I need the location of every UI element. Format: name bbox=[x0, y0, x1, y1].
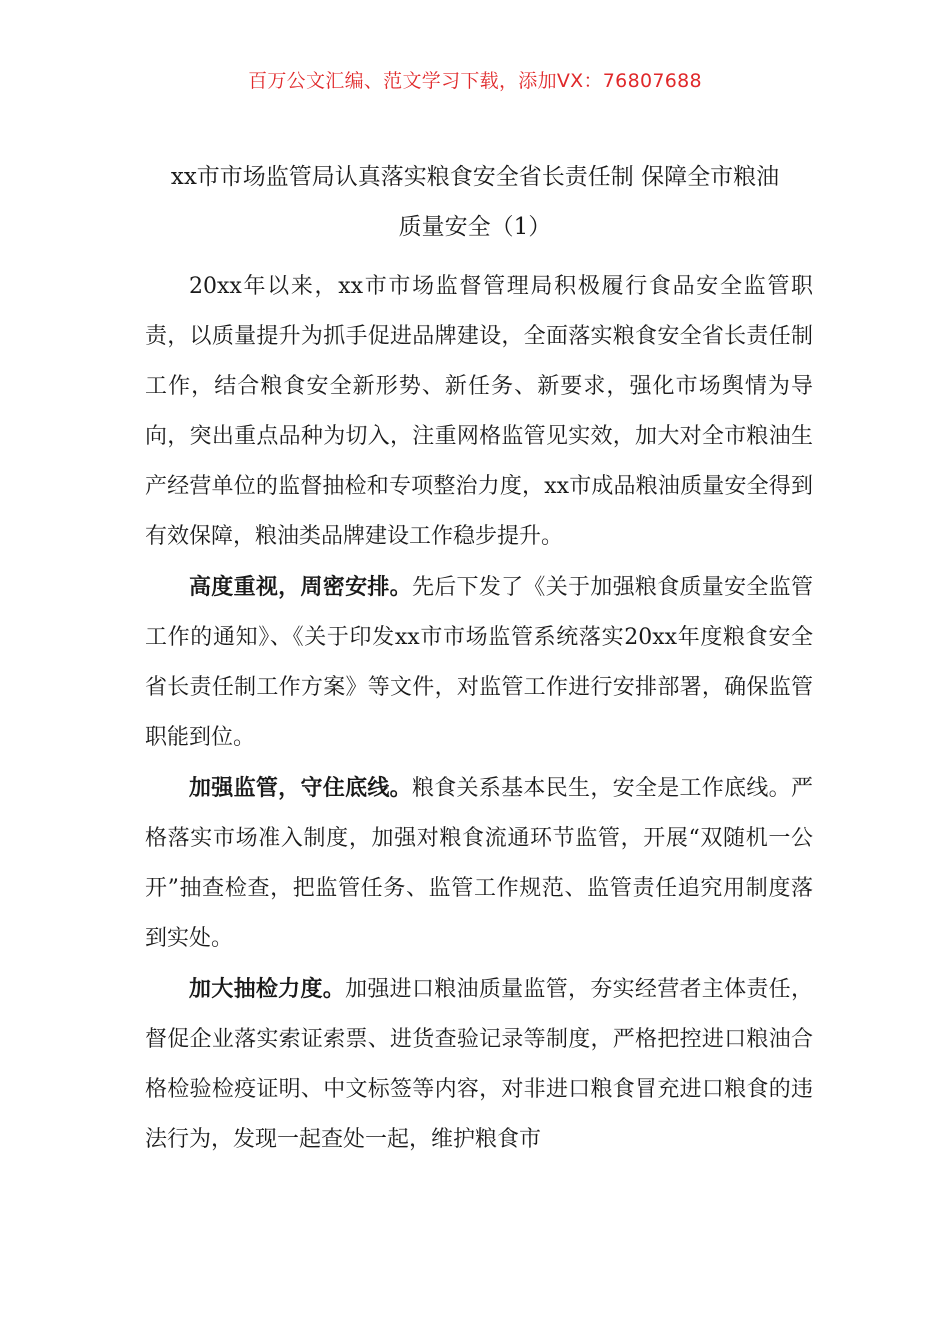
document-title-line-1: xx市市场监管局认真落实粮食安全省长责任制 保障全市粮油 bbox=[170, 164, 780, 190]
paragraph-section-3 bbox=[145, 964, 813, 1165]
paragraph-intro bbox=[145, 262, 813, 562]
document-title-line-2: 质量安全（1） bbox=[398, 214, 552, 240]
paragraph-section-2 bbox=[145, 763, 813, 964]
document-title bbox=[130, 152, 820, 252]
paragraph-heading: 加强监管，守住底线。 bbox=[189, 775, 412, 801]
paragraph-text: 粮食关系基本民生，安全是工作底线。严格落实市场准入制度，加强对粮食流通环节监管，开展“双随机一公开”抽查检查，把监管任务、监管工作规范、监管责任追究用制度落到实处。 bbox=[145, 776, 813, 951]
paragraph-text: 加强进口粮油质量监管，夯实经营者主体责任，督促企业落实索证索票、进货查验记录等制度，严格把控进口粮油合格检验检疫证明、中文标签等内容，对非进口粮食冒充进口粮食的违法行为，发现一起查处一起，维护粮食市 bbox=[145, 977, 813, 1152]
paragraph-text: 20xx年以来，xx市市场监督管理局积极履行食品安全监管职责，以质量提升为抓手促进品牌建设，全面落实粮食安全省长责任制工作，结合粮食安全新形势、新任务、新要求，强化市场舆情为导向，突出重点品种为切入，注重网格监管见实效，加大对全市粮油生产经营单位的监督抽检和专项整治力度，xx市成品粮油质量安全得到有效保障，粮油类品牌建设工作稳步提升。 bbox=[145, 274, 813, 549]
paragraph-heading: 加大抽检力度。 bbox=[189, 976, 346, 1002]
document-body bbox=[145, 262, 813, 1165]
header-promo-note: 百万公文汇编、范文学习下载，添加VX：76807688 bbox=[248, 70, 702, 92]
paragraph-section-1 bbox=[145, 562, 813, 763]
paragraph-heading: 高度重视，周密安排。 bbox=[189, 574, 412, 600]
paragraph-text: 先后下发了《关于加强粮食质量安全监管工作的通知》、《关于印发xx市市场监管系统落实20xx年度粮食安全省长责任制工作方案》等文件，对监管工作进行安排部署，确保监管职能到位。 bbox=[145, 575, 813, 750]
